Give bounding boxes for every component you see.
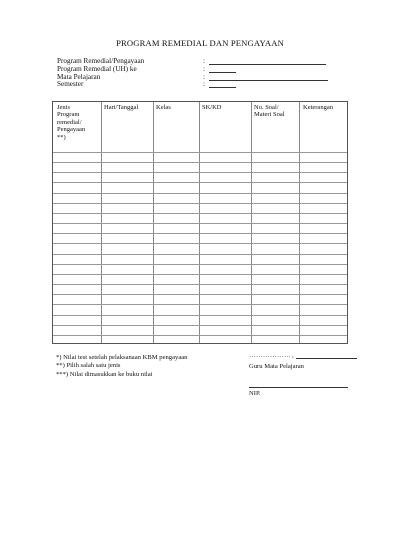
table-row-line [53, 172, 347, 173]
footnote: **) Pilih salah satu jenis [56, 362, 121, 370]
table-row-line [53, 182, 347, 183]
document-title: PROGRAM REMEDIAL DAN PENGAYAAN [116, 38, 284, 48]
fill-in-line [209, 64, 326, 65]
header-hari-tanggal: Hari/Tanggal [104, 104, 139, 111]
table-row-line [53, 203, 347, 204]
header-keterangan: Keterangan [303, 104, 333, 111]
table-row-line [53, 335, 347, 336]
table-row-line [53, 243, 347, 244]
info-label: Program Remedial/Pengayaan [57, 57, 145, 65]
info-colon: : [203, 80, 205, 89]
table-row-line [53, 233, 347, 234]
header-jenis-program: Jenis Program remedial/ Pengayaan **) [57, 104, 86, 141]
footnote: *) Nilai test setelah pelaksanaan KBM pengayaan [56, 354, 188, 361]
fill-in-line [209, 87, 236, 88]
remedial-table [52, 101, 348, 344]
table-row-line [53, 284, 347, 285]
info-colon: : [203, 64, 205, 73]
table-row-line [53, 152, 347, 153]
header-sk-kd: SK/KD [202, 104, 222, 111]
date-dots: ……………… [249, 352, 291, 359]
table-row-line [53, 193, 347, 194]
info-label: Program Remedial (UH) ke [57, 64, 137, 73]
info-label: Mata Pelajaran [57, 72, 101, 81]
signature-role: Guru Mata Pelajaran [249, 362, 304, 370]
header-kelas: Kelas [156, 104, 171, 111]
table-row-line [53, 315, 347, 316]
table-row-line [53, 274, 347, 275]
table-row-line [53, 254, 347, 255]
fill-in-line [209, 72, 236, 73]
table-row-line [53, 162, 347, 163]
header-no-soal: No. Soal/ Materi Soal [254, 104, 285, 119]
table-row-line [53, 264, 347, 265]
signature-line [249, 387, 348, 388]
date-line [296, 358, 357, 359]
date-comma: , [292, 352, 294, 359]
info-label: Semester [57, 80, 84, 89]
table-row-line [53, 213, 347, 214]
table-row-line [53, 223, 347, 224]
info-colon: : [203, 57, 205, 65]
info-colon: : [203, 72, 205, 81]
signature-nip: NIP. [249, 389, 261, 397]
footnotes [56, 354, 187, 379]
footnote: ***) Nilai dimasukkan ke buku nilai [56, 370, 153, 378]
table-row-line [53, 294, 347, 295]
fill-in-line [209, 80, 328, 81]
table-row-line [53, 304, 347, 305]
table-row-line [53, 325, 347, 326]
